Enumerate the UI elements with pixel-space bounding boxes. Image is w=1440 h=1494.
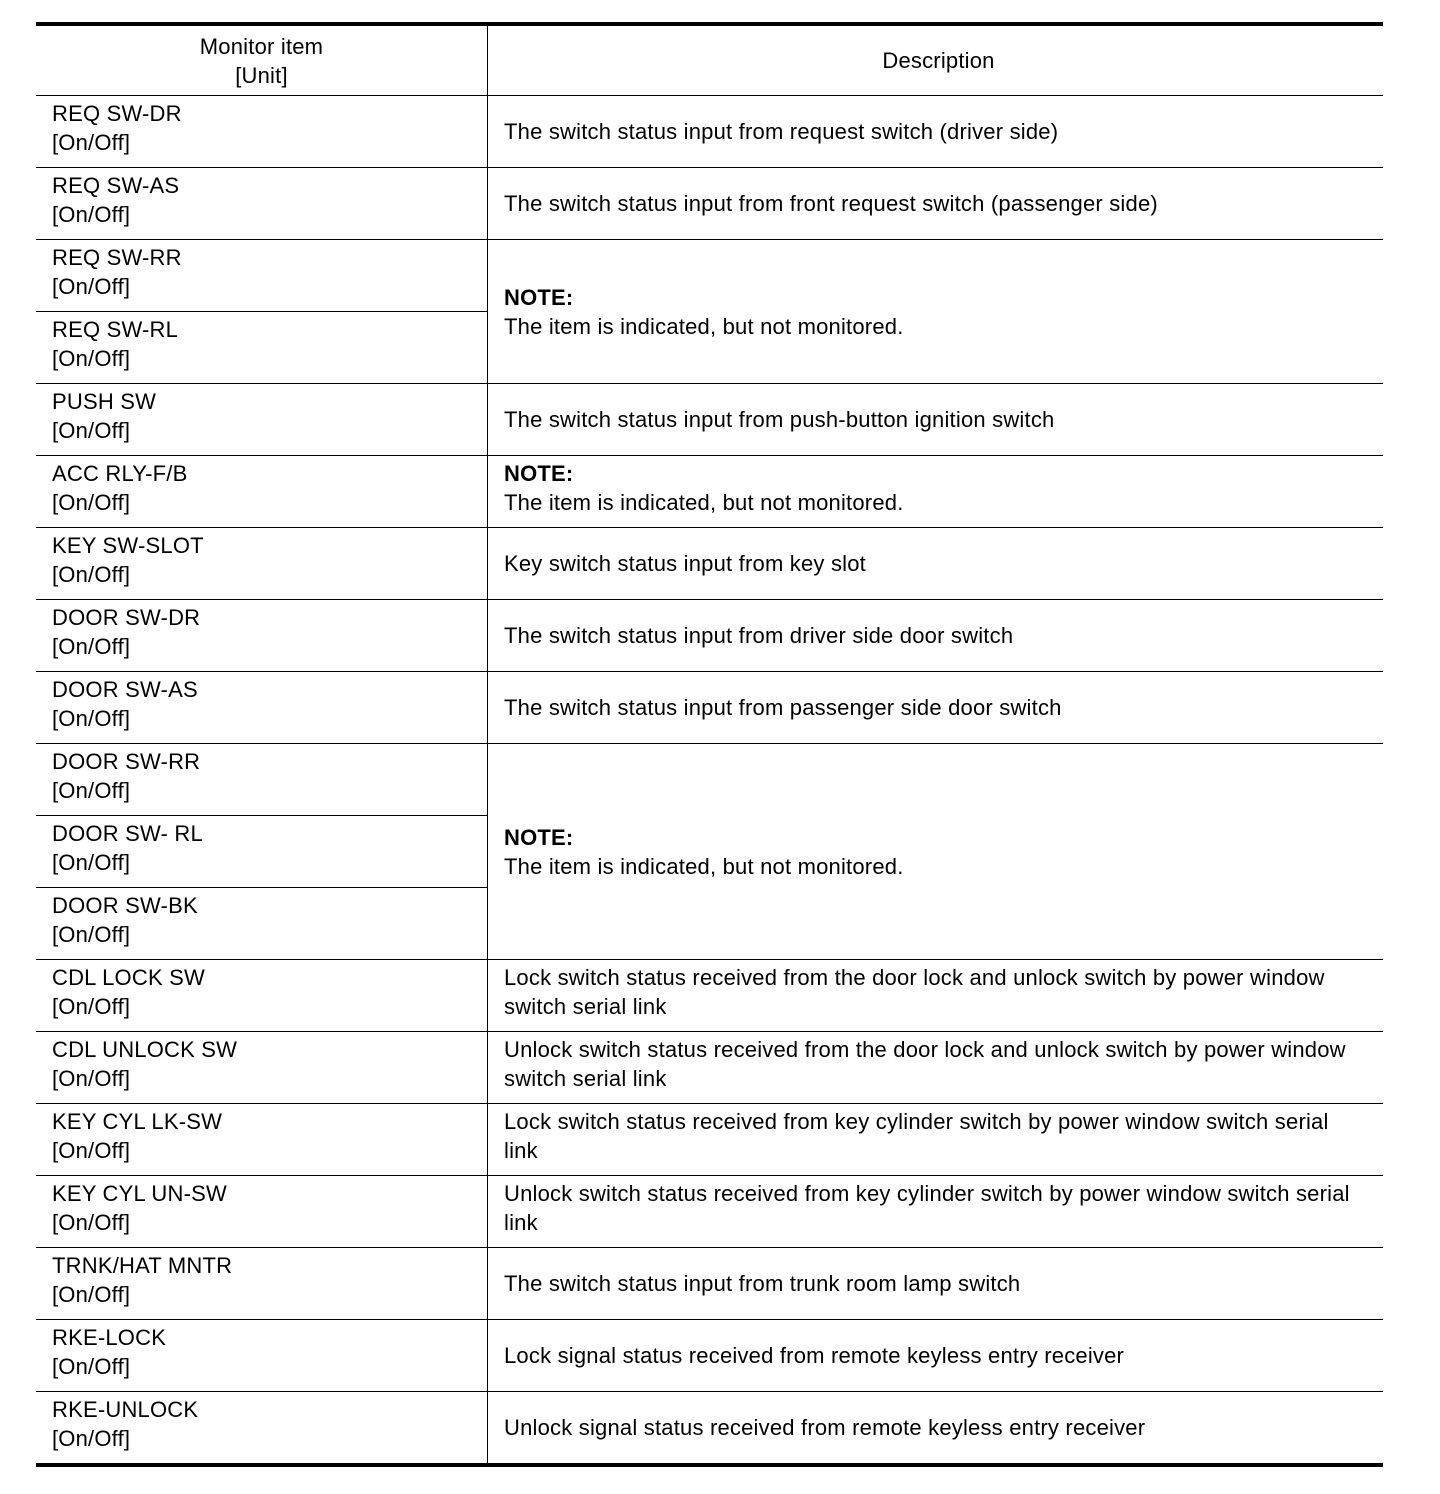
item-cell: REQ SW-AS [On/Off]: [36, 168, 488, 240]
note-label: NOTE:: [504, 824, 574, 850]
table-row: [36, 600, 1383, 672]
item-cell: KEY CYL LK-SW [On/Off]: [36, 1104, 488, 1176]
item-cell: REQ SW-RR [On/Off]: [36, 240, 488, 312]
table-row: [36, 1176, 1383, 1248]
table-header-row: [36, 24, 1383, 96]
table-row: [36, 384, 1383, 456]
item-cell: CDL UNLOCK SW [On/Off]: [36, 1032, 488, 1104]
item-cell: RKE-UNLOCK [On/Off]: [36, 1392, 488, 1466]
item-cell: CDL LOCK SW [On/Off]: [36, 960, 488, 1032]
table-row: [36, 1032, 1383, 1104]
item-cell: DOOR SW-DR [On/Off]: [36, 600, 488, 672]
item-cell: REQ SW-DR [On/Off]: [36, 96, 488, 168]
description-cell: The switch status input from driver side door switch: [488, 600, 1384, 672]
description-cell: Lock switch status received from key cylinder switch by power window switch serial link: [488, 1104, 1384, 1176]
description-cell: Lock switch status received from the door lock and unlock switch by power window switch serial link: [488, 960, 1384, 1032]
table-row: [36, 1320, 1383, 1392]
table-row: [36, 1248, 1383, 1320]
table-row: [36, 1104, 1383, 1176]
item-cell: REQ SW-RL [On/Off]: [36, 312, 488, 384]
table-row: [36, 528, 1383, 600]
item-cell: ACC RLY-F/B [On/Off]: [36, 456, 488, 528]
note-cell: [488, 456, 1384, 528]
note-text: The item is indicated, but not monitored.: [504, 490, 904, 515]
description-cell: Unlock signal status received from remote keyless entry receiver: [504, 1415, 1146, 1440]
table-row: [36, 456, 1383, 528]
description-cell: Key switch status input from key slot: [488, 528, 1384, 600]
item-cell: DOOR SW- RL [On/Off]: [36, 816, 488, 888]
item-cell: RKE-LOCK [On/Off]: [36, 1320, 488, 1392]
description-cell: The switch status input from request switch (driver side): [488, 96, 1384, 168]
table-row: [36, 672, 1383, 744]
note-label: NOTE:: [504, 461, 574, 486]
item-cell: DOOR SW-BK [On/Off]: [36, 888, 488, 960]
note-text: The item is indicated, but not monitored.: [504, 853, 904, 879]
table-row: [36, 240, 1383, 312]
description-cell: The switch status input from push-button ignition switch: [488, 384, 1384, 456]
item-cell: DOOR SW-AS [On/Off]: [36, 672, 488, 744]
table-row: [36, 1392, 1383, 1466]
note-cell: [488, 240, 1384, 384]
header-description: Description: [488, 24, 1384, 96]
item-cell: TRNK/HAT MNTR [On/Off]: [36, 1248, 488, 1320]
description-cell: Unlock switch status received from key cylinder switch by power window switch serial link: [488, 1176, 1384, 1248]
description-cell: The switch status input from front request switch (passenger side): [488, 168, 1384, 240]
description-cell: The switch status input from trunk room lamp switch: [488, 1248, 1384, 1320]
table-row: [36, 96, 1383, 168]
table-row: [36, 168, 1383, 240]
note-cell: [488, 744, 1384, 960]
item-cell: KEY CYL UN-SW [On/Off]: [36, 1176, 488, 1248]
description-cell: The switch status input from passenger side door switch: [488, 672, 1384, 744]
header-monitor-item: Monitor item [Unit]: [36, 24, 488, 96]
item-cell: KEY SW-SLOT [On/Off]: [36, 528, 488, 600]
description-cell: Unlock switch status received from the door lock and unlock switch by power window switch serial link: [488, 1032, 1384, 1104]
note-label: NOTE:: [504, 284, 574, 310]
description-cell: Lock signal status received from remote keyless entry receiver: [488, 1320, 1384, 1392]
item-cell: DOOR SW-RR [On/Off]: [36, 744, 488, 816]
item-cell: PUSH SW [On/Off]: [36, 384, 488, 456]
monitor-item-table: [36, 22, 1383, 1467]
table-row: [36, 744, 1383, 816]
table-row: [36, 960, 1383, 1032]
note-text: The item is indicated, but not monitored.: [504, 313, 904, 339]
